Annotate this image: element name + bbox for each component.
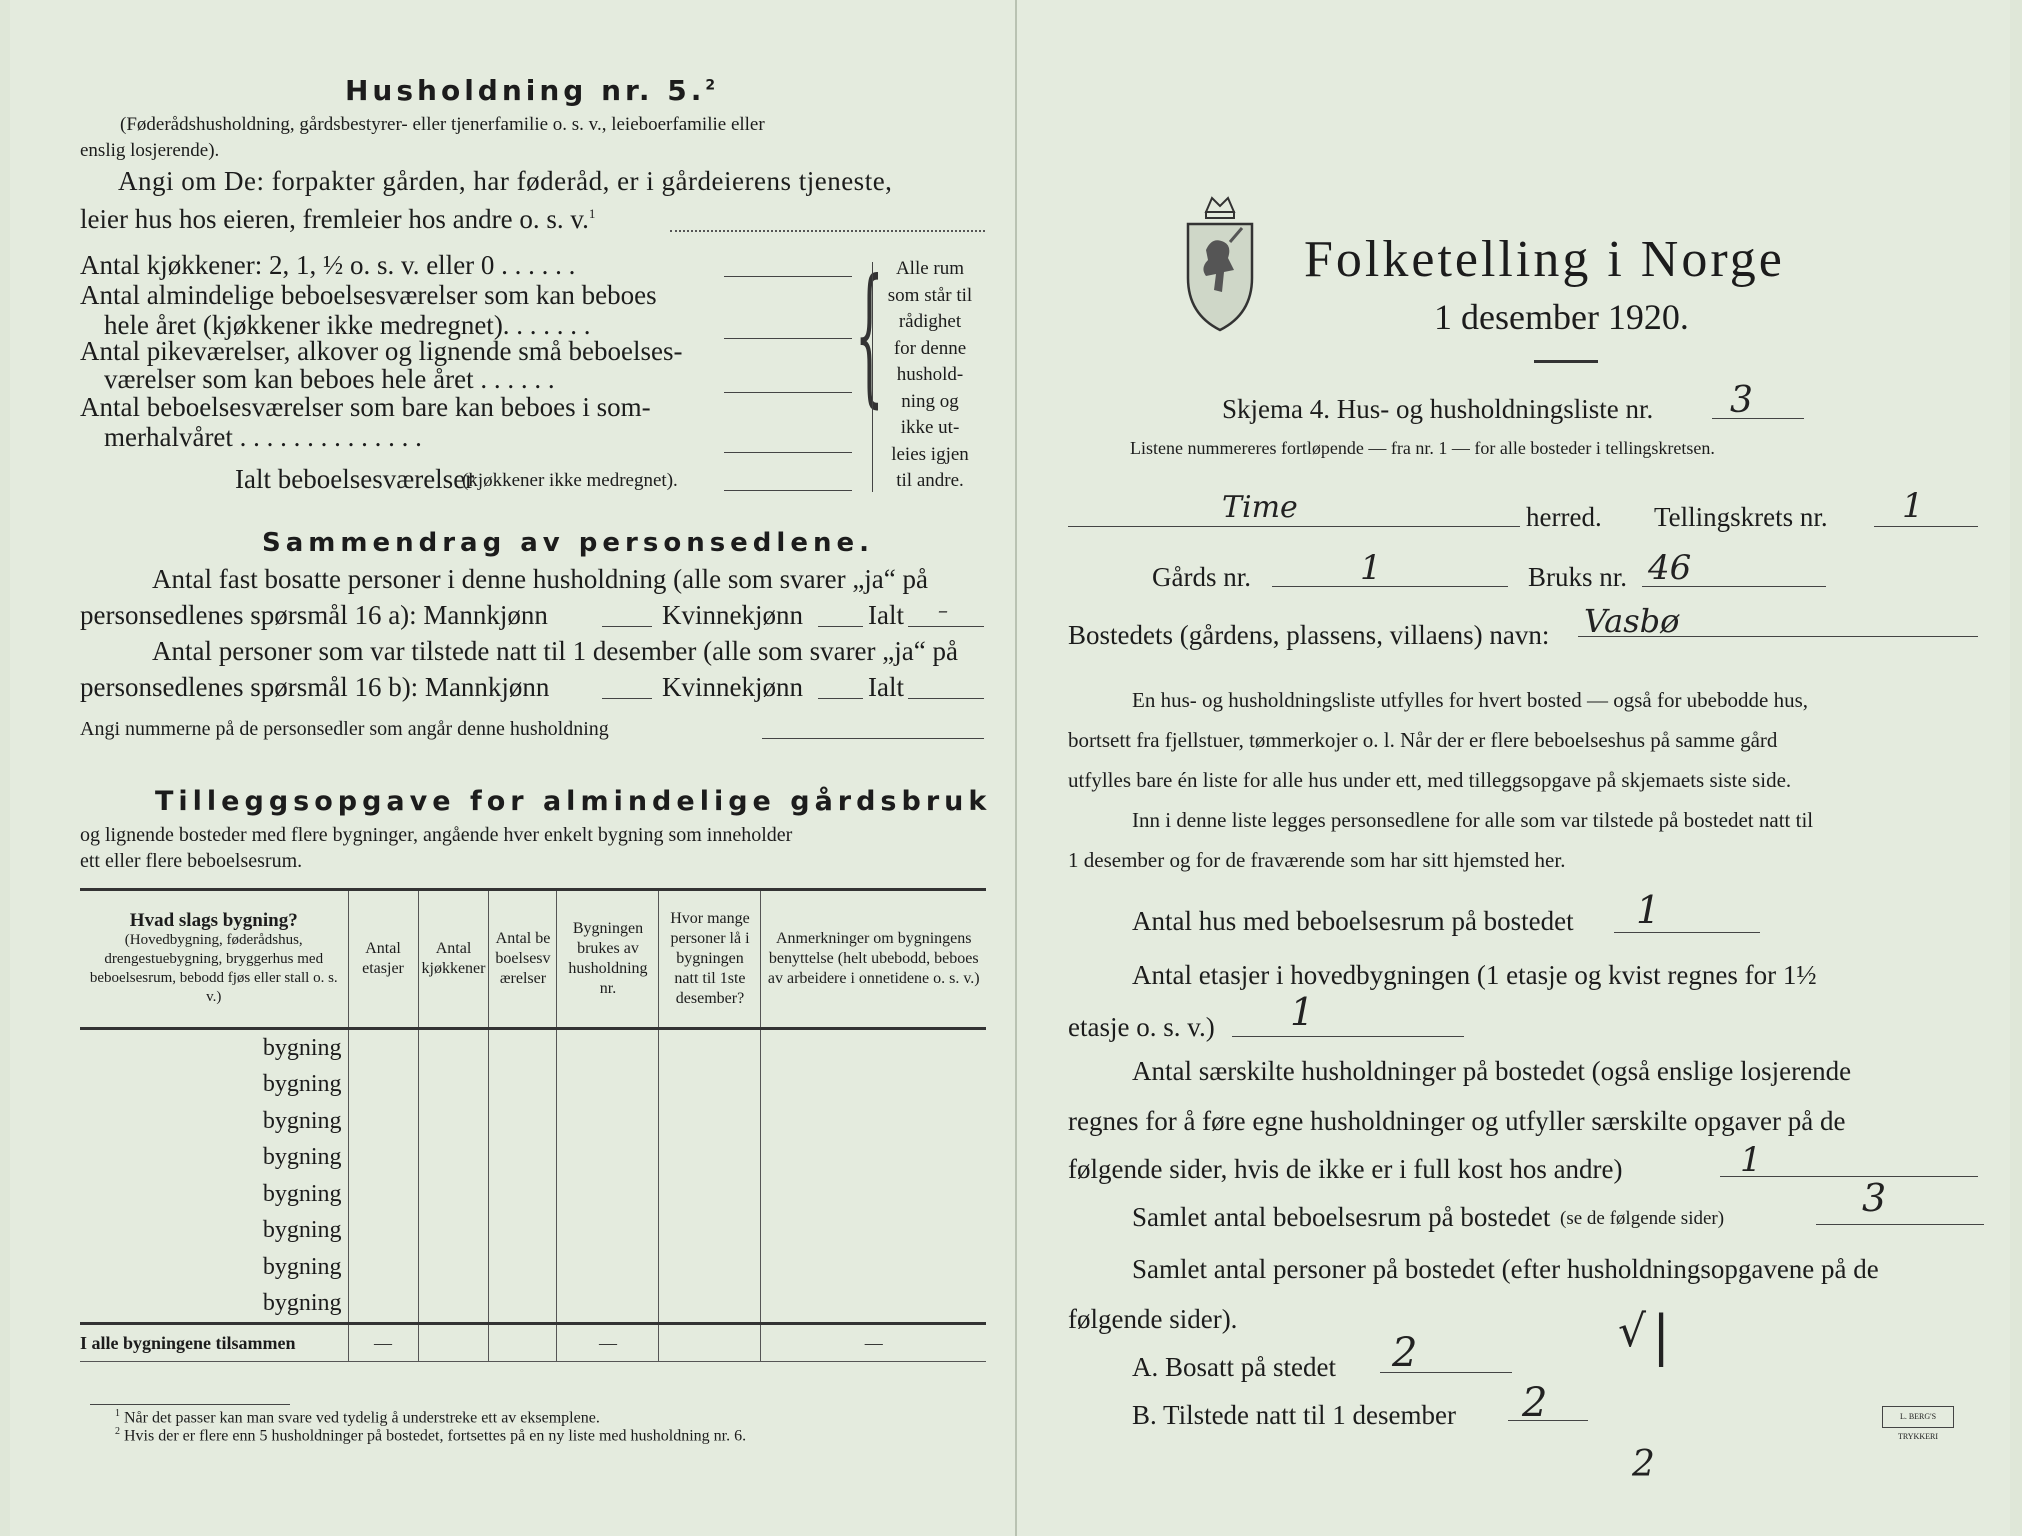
bosted-value: Vasbø (1584, 602, 1680, 640)
ialt-value-1: – (938, 598, 948, 622)
margin-two: 2 (1632, 1444, 1655, 1485)
instruction-5: 1 desember og for de fraværende som har sitt hjemsted her. (1068, 848, 1566, 872)
bosted-label: Bostedets (gårdens, plassens, villaens) navn: (1068, 620, 1550, 650)
rooms-line-1: Antal kjøkkener: 2, 1, ½ o. s. v. eller 0 . . . . . . (80, 250, 576, 280)
ialt-label: Ialt beboelsesværelser (235, 464, 475, 494)
q-husholdninger-line-1: Antal særskilte husholdninger på bostedet (også enslige losjerende (1132, 1056, 1852, 1086)
table-row: bygning (80, 1249, 986, 1286)
q-etasjer-value: 1 (1290, 990, 1315, 1034)
q-personer-line-1: Samlet antal personer på bostedet (efter husholdningsopgavene på de (1132, 1254, 1879, 1284)
listene-note: Listene nummereres fortløpende — fra nr. 1 — for alle bosteder i tellingskretsen. (1130, 438, 1715, 458)
bruks-label: Bruks nr. (1528, 562, 1628, 592)
angi-line-1: Angi om De: forpakter gården, har føderåd, er i gårdeierens tjeneste, (118, 166, 893, 196)
table-row: bygning (80, 1140, 986, 1177)
bruks-value: 46 (1648, 548, 1692, 588)
intro-line-2: enslig losjerende). (80, 140, 220, 161)
footnote-2: $^2$ Hvis der er flere enn 5 husholdninger på bostedet, fortsettes på en ny liste med husholdning nr. 6. (115, 1426, 747, 1445)
gards-value: 1 (1360, 548, 1382, 588)
ialt-note: (kjøkkener ikke medregnet). (462, 470, 678, 491)
col-header-husholdning: Bygningen brukes av husholdning nr. (557, 890, 659, 1029)
b-label: B. Tilstede natt til 1 desember (1132, 1400, 1456, 1430)
printer-stamp: L. BERG'S TRYKKERI (1882, 1406, 1954, 1428)
q-etasjer-line-2: etasje o. s. v.) (1068, 1012, 1215, 1042)
herred-label: herred. (1526, 502, 1602, 532)
summary-line-4: personsedlenes spørsmål 16 b): Mannkjønn (80, 672, 550, 702)
total-row: I alle bygningene tilsammen — — — (80, 1324, 986, 1362)
building-table (80, 888, 986, 1362)
q-etasjer-line-1: Antal etasjer i hovedbygningen (1 etasje og kvist regnes for 1½ (1132, 960, 1817, 990)
col-header-kjokkener: Antal kjøkkener (418, 890, 489, 1029)
q-rum-value: 3 (1862, 1176, 1887, 1220)
q-hus-label: Antal hus med beboelsesrum på bostedet (1132, 906, 1574, 936)
summary-line-3: Antal personer som var tilstede natt til 1 desember (alle som svarer „ja“ på (152, 636, 958, 666)
table-row: bygning (80, 1213, 986, 1250)
margin-check: √ (1618, 1306, 1647, 1357)
side-note: Alle rum som står til rådighet for denne hushold- ning og ikke ut- leies igjen til andre. (887, 258, 973, 491)
a-value: 2 (1392, 1330, 1418, 1376)
a-label: A. Bosatt på stedet (1132, 1352, 1336, 1382)
rooms-line-2: Antal almindelige beboelsesværelser som kan beboes (80, 280, 657, 310)
tillegg-title: Tilleggsopgave for almindelige gårdsbruk (155, 786, 992, 817)
sommer-rooms-line (724, 452, 852, 453)
ialt-rooms-line (724, 490, 852, 491)
kjokken-line (724, 276, 852, 277)
tillegg-intro-2: ett eller flere beboelsesrum. (80, 850, 303, 872)
table-row: bygning (80, 1176, 986, 1213)
left-page (10, 0, 1017, 1536)
table-row: bygning (80, 1286, 986, 1324)
census-title: Folketelling i Norge (1304, 231, 1785, 288)
instruction-2: bortsett fra fjellstuer, tømmerkojer o. l. Når der er flere beboelseshus på samme gård (1068, 728, 1778, 752)
pike-rooms-line (724, 392, 852, 393)
rooms-line-6: Antal beboelsesværelser som bare kan beboes i som- (80, 392, 651, 422)
col-header-type: Hvad slags bygning? (Hovedbygning, føderådshus, drengestuebygning, bryggerhus med beboelsesrum, bebodd fjøs eller stall o. s. v.) (89, 910, 338, 1005)
skjema-label: Skjema 4. Hus- og husholdningsliste nr. (1222, 394, 1654, 424)
rooms-line-5: værelser som kan beboes hele året . . . . . . (104, 364, 555, 394)
col-header-personer: Hvor mange personer lå i bygningen natt til 1ste desember? (659, 890, 761, 1029)
census-scan (10, 0, 2010, 1536)
summary-title: Sammendrag av personsedlene. (262, 528, 874, 558)
q-hus-value: 1 (1636, 888, 1661, 932)
right-page (1022, 0, 2010, 1536)
q-husholdninger-line-2: regnes for å føre egne husholdninger og utfyller særskilte opgaver på de (1068, 1106, 1846, 1136)
q-rum-note: (se de følgende sider) (1560, 1208, 1725, 1229)
alm-rooms-line (724, 338, 852, 339)
col-header-etasjer: Antal etasjer (348, 890, 418, 1029)
rooms-line-7: merhalvåret . . . . . . . . . . . . . . (104, 422, 422, 452)
census-date: 1 desember 1920. (1434, 297, 1689, 337)
skjema-value: 3 (1730, 380, 1753, 421)
kvinne-label-1: Kvinnekjønn (662, 600, 803, 630)
instruction-3: utfylles bare én liste for alle hus under ett, med tilleggsopgave på skjemaets siste side. (1068, 768, 1792, 792)
intro-line-1: (Føderådshusholdning, gårdsbestyrer- eller tjenerfamilie o. s. v., leieboerfamilie eller (120, 114, 765, 135)
col-header-vaerelser: Antal beboelsesværelser (489, 890, 557, 1029)
margin-bar: | (1652, 1304, 1671, 1367)
instruction-4: Inn i denne liste legges personsedlene for alle som var tilstede på bostedet natt til (1132, 808, 1814, 832)
q-personer-line-2: følgende sider). (1068, 1304, 1238, 1334)
rooms-line-3: hele året (kjøkkener ikke medregnet). . . . . . . (104, 310, 591, 340)
ialt-label-2: Ialt (868, 672, 904, 702)
rooms-brace: { (855, 248, 884, 422)
summary-line-2: personsedlenes spørsmål 16 a): Mannkjønn (80, 600, 548, 630)
gards-label: Gårds nr. (1152, 562, 1251, 592)
nummerne-line: Angi nummerne på de personsedler som angår denne husholdning (80, 718, 609, 740)
table-row: bygning (80, 1029, 986, 1067)
summary-line-1: Antal fast bosatte personer i denne husholdning (alle som svarer „ja“ på (152, 564, 928, 594)
q-rum-label: Samlet antal beboelsesrum på bostedet (1132, 1202, 1551, 1232)
rooms-line-4: Antal pikeværelser, alkover og lignende små beboelses- (80, 336, 683, 366)
col-header-anmerkninger: Anmerkninger om bygningens benyttelse (helt ubebodd, beboes av arbeidere i onnetidene o. s. v.) (761, 890, 986, 1029)
herred-value: Time (1222, 490, 1298, 525)
ialt-label-1: Ialt (868, 600, 904, 630)
tellingskrets-label: Tellingskrets nr. (1654, 502, 1828, 532)
angi-line-2: leier hus hos eieren, fremleier hos andre o. s. v.$^1$ (80, 204, 596, 234)
tellingskrets-value: 1 (1902, 486, 1924, 526)
kvinne-label-2: Kvinnekjønn (662, 672, 803, 702)
b-value: 2 (1522, 1380, 1548, 1426)
tillegg-intro-1: og lignende bosteder med flere bygninger, angående hver enkelt bygning som inneholder (80, 824, 793, 846)
footnote-1: $^1$ Når det passer kan man svare ved tydelig å understreke ett av eksemplene. (115, 1408, 600, 1427)
q-husholdninger-line-3: følgende sider, hvis de ikke er i full kost hos andre) (1068, 1154, 1623, 1184)
coat-of-arms-icon (1182, 190, 1258, 336)
table-row: bygning (80, 1103, 986, 1140)
q-husholdninger-value: 1 (1740, 1140, 1762, 1180)
table-row: bygning (80, 1067, 986, 1104)
household-title: Husholdning nr. 5.$^2$ (345, 74, 720, 107)
instruction-1: En hus- og husholdningsliste utfylles for hvert bosted — også for ubebodde hus, (1132, 688, 1808, 712)
